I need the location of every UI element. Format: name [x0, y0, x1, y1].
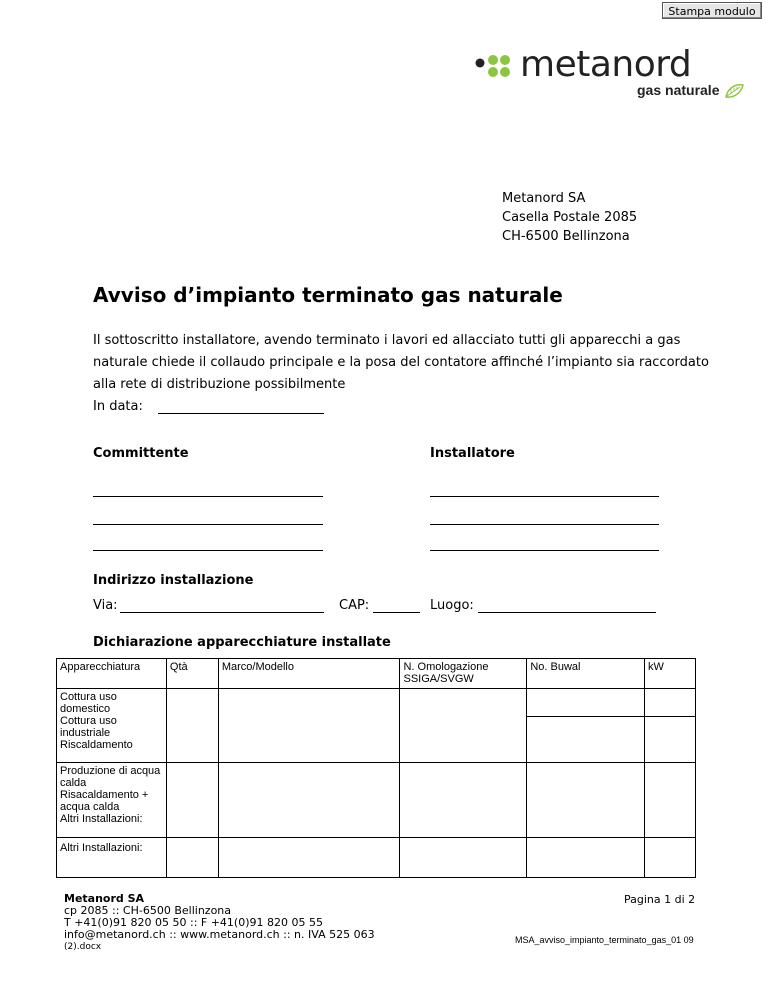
table-row — [57, 838, 696, 878]
recipient-address — [502, 189, 637, 246]
print-form-button[interactable]: Stampa modulo — [662, 2, 762, 19]
installatore-heading: Installatore — [430, 446, 515, 461]
recipient-city: CH-6500 Bellinzona — [502, 229, 630, 244]
cap-field[interactable] — [373, 612, 420, 613]
page-number: Pagina 1 di 2 — [624, 893, 696, 906]
cap-label: CAP: — [339, 598, 370, 613]
installatore-field-3[interactable] — [430, 550, 659, 551]
kw-cell[interactable] — [645, 838, 696, 878]
approval-cell[interactable] — [400, 838, 527, 878]
qty-cell[interactable] — [166, 689, 218, 763]
buwal-cell[interactable] — [527, 838, 645, 878]
column-header: Marco/Modello — [218, 659, 400, 689]
logo-wordmark: metanord — [520, 44, 692, 85]
buwal-cell[interactable] — [527, 689, 645, 763]
equipment-type-cell: Altri Installazioni: — [57, 838, 167, 878]
installatore-field-1[interactable] — [430, 496, 659, 497]
via-field[interactable] — [120, 612, 324, 613]
column-header: No. Buwal — [527, 659, 645, 689]
qty-cell[interactable] — [166, 763, 218, 838]
equipment-type-cell: Produzione di acqua calda Risacaldamento + acqua calda Altri Installazioni: — [57, 763, 167, 838]
footer-web: info@metanord.ch :: www.metanord.ch :: n. IVA 525 063 — [64, 928, 375, 941]
document-id: MSA_avviso_impianto_terminato_gas_01 09 — [515, 935, 694, 945]
footer-filename-suffix: (2).docx — [64, 942, 102, 952]
committente-field-3[interactable] — [93, 550, 323, 551]
luogo-label: Luogo: — [430, 598, 474, 613]
recipient-name: Metanord SA — [502, 191, 586, 206]
via-label: Via: — [93, 598, 118, 613]
column-header: Qtà — [166, 659, 218, 689]
footer-phone: T +41(0)91 820 05 50 :: F +41(0)91 820 05 55 — [64, 916, 323, 929]
buwal-cell[interactable] — [527, 763, 645, 838]
footer-company: Metanord SA — [64, 892, 145, 905]
approval-cell[interactable] — [400, 689, 527, 763]
model-cell[interactable] — [218, 838, 400, 878]
recipient-pobox: Casella Postale 2085 — [502, 210, 638, 225]
table-row — [57, 689, 696, 763]
logo-tagline: gas naturale — [637, 82, 720, 98]
committente-heading: Committente — [93, 446, 189, 461]
kw-cell[interactable] — [645, 763, 696, 838]
luogo-field[interactable] — [478, 612, 656, 613]
column-header: Apparecchiatura — [57, 659, 167, 689]
committente-field-2[interactable] — [93, 524, 323, 525]
installatore-field-2[interactable] — [430, 524, 659, 525]
logo-dots-icon — [472, 50, 520, 90]
page-title: Avviso d’impianto terminato gas naturale — [93, 283, 563, 307]
model-cell[interactable] — [218, 763, 400, 838]
address-heading: Indirizzo installazione — [93, 573, 254, 588]
equipment-type-cell: Cottura uso domestico Cottura uso industriale Riscaldamento — [57, 689, 167, 763]
column-header: kW — [645, 659, 696, 689]
date-label: In data: — [93, 399, 143, 414]
table-header-row — [57, 659, 696, 689]
metanord-logo — [472, 44, 742, 106]
column-header: N. Omologazione SSIGA/SVGW — [400, 659, 527, 689]
footer-address: cp 2085 :: CH-6500 Bellinzona — [64, 904, 232, 917]
table-row — [57, 763, 696, 838]
footer-contact — [64, 893, 375, 953]
intro-paragraph: Il sottoscritto installatore, avendo terminato i lavori ed allacciato tutti gli apparecchi a gas naturale chiede il collaudo principale e la posa del contatore affinché l’impianto sia raccordato alla rete di distribuzione possibilmente — [93, 333, 709, 392]
date-field[interactable] — [158, 413, 324, 414]
equipment-table — [56, 658, 696, 878]
equipment-heading: Dichiarazione apparecchiature installate — [93, 635, 391, 650]
kw-cell[interactable] — [645, 689, 696, 763]
qty-cell[interactable] — [166, 838, 218, 878]
model-cell[interactable] — [218, 689, 400, 763]
approval-cell[interactable] — [400, 763, 527, 838]
leaf-icon — [724, 83, 744, 99]
committente-field-1[interactable] — [93, 496, 323, 497]
